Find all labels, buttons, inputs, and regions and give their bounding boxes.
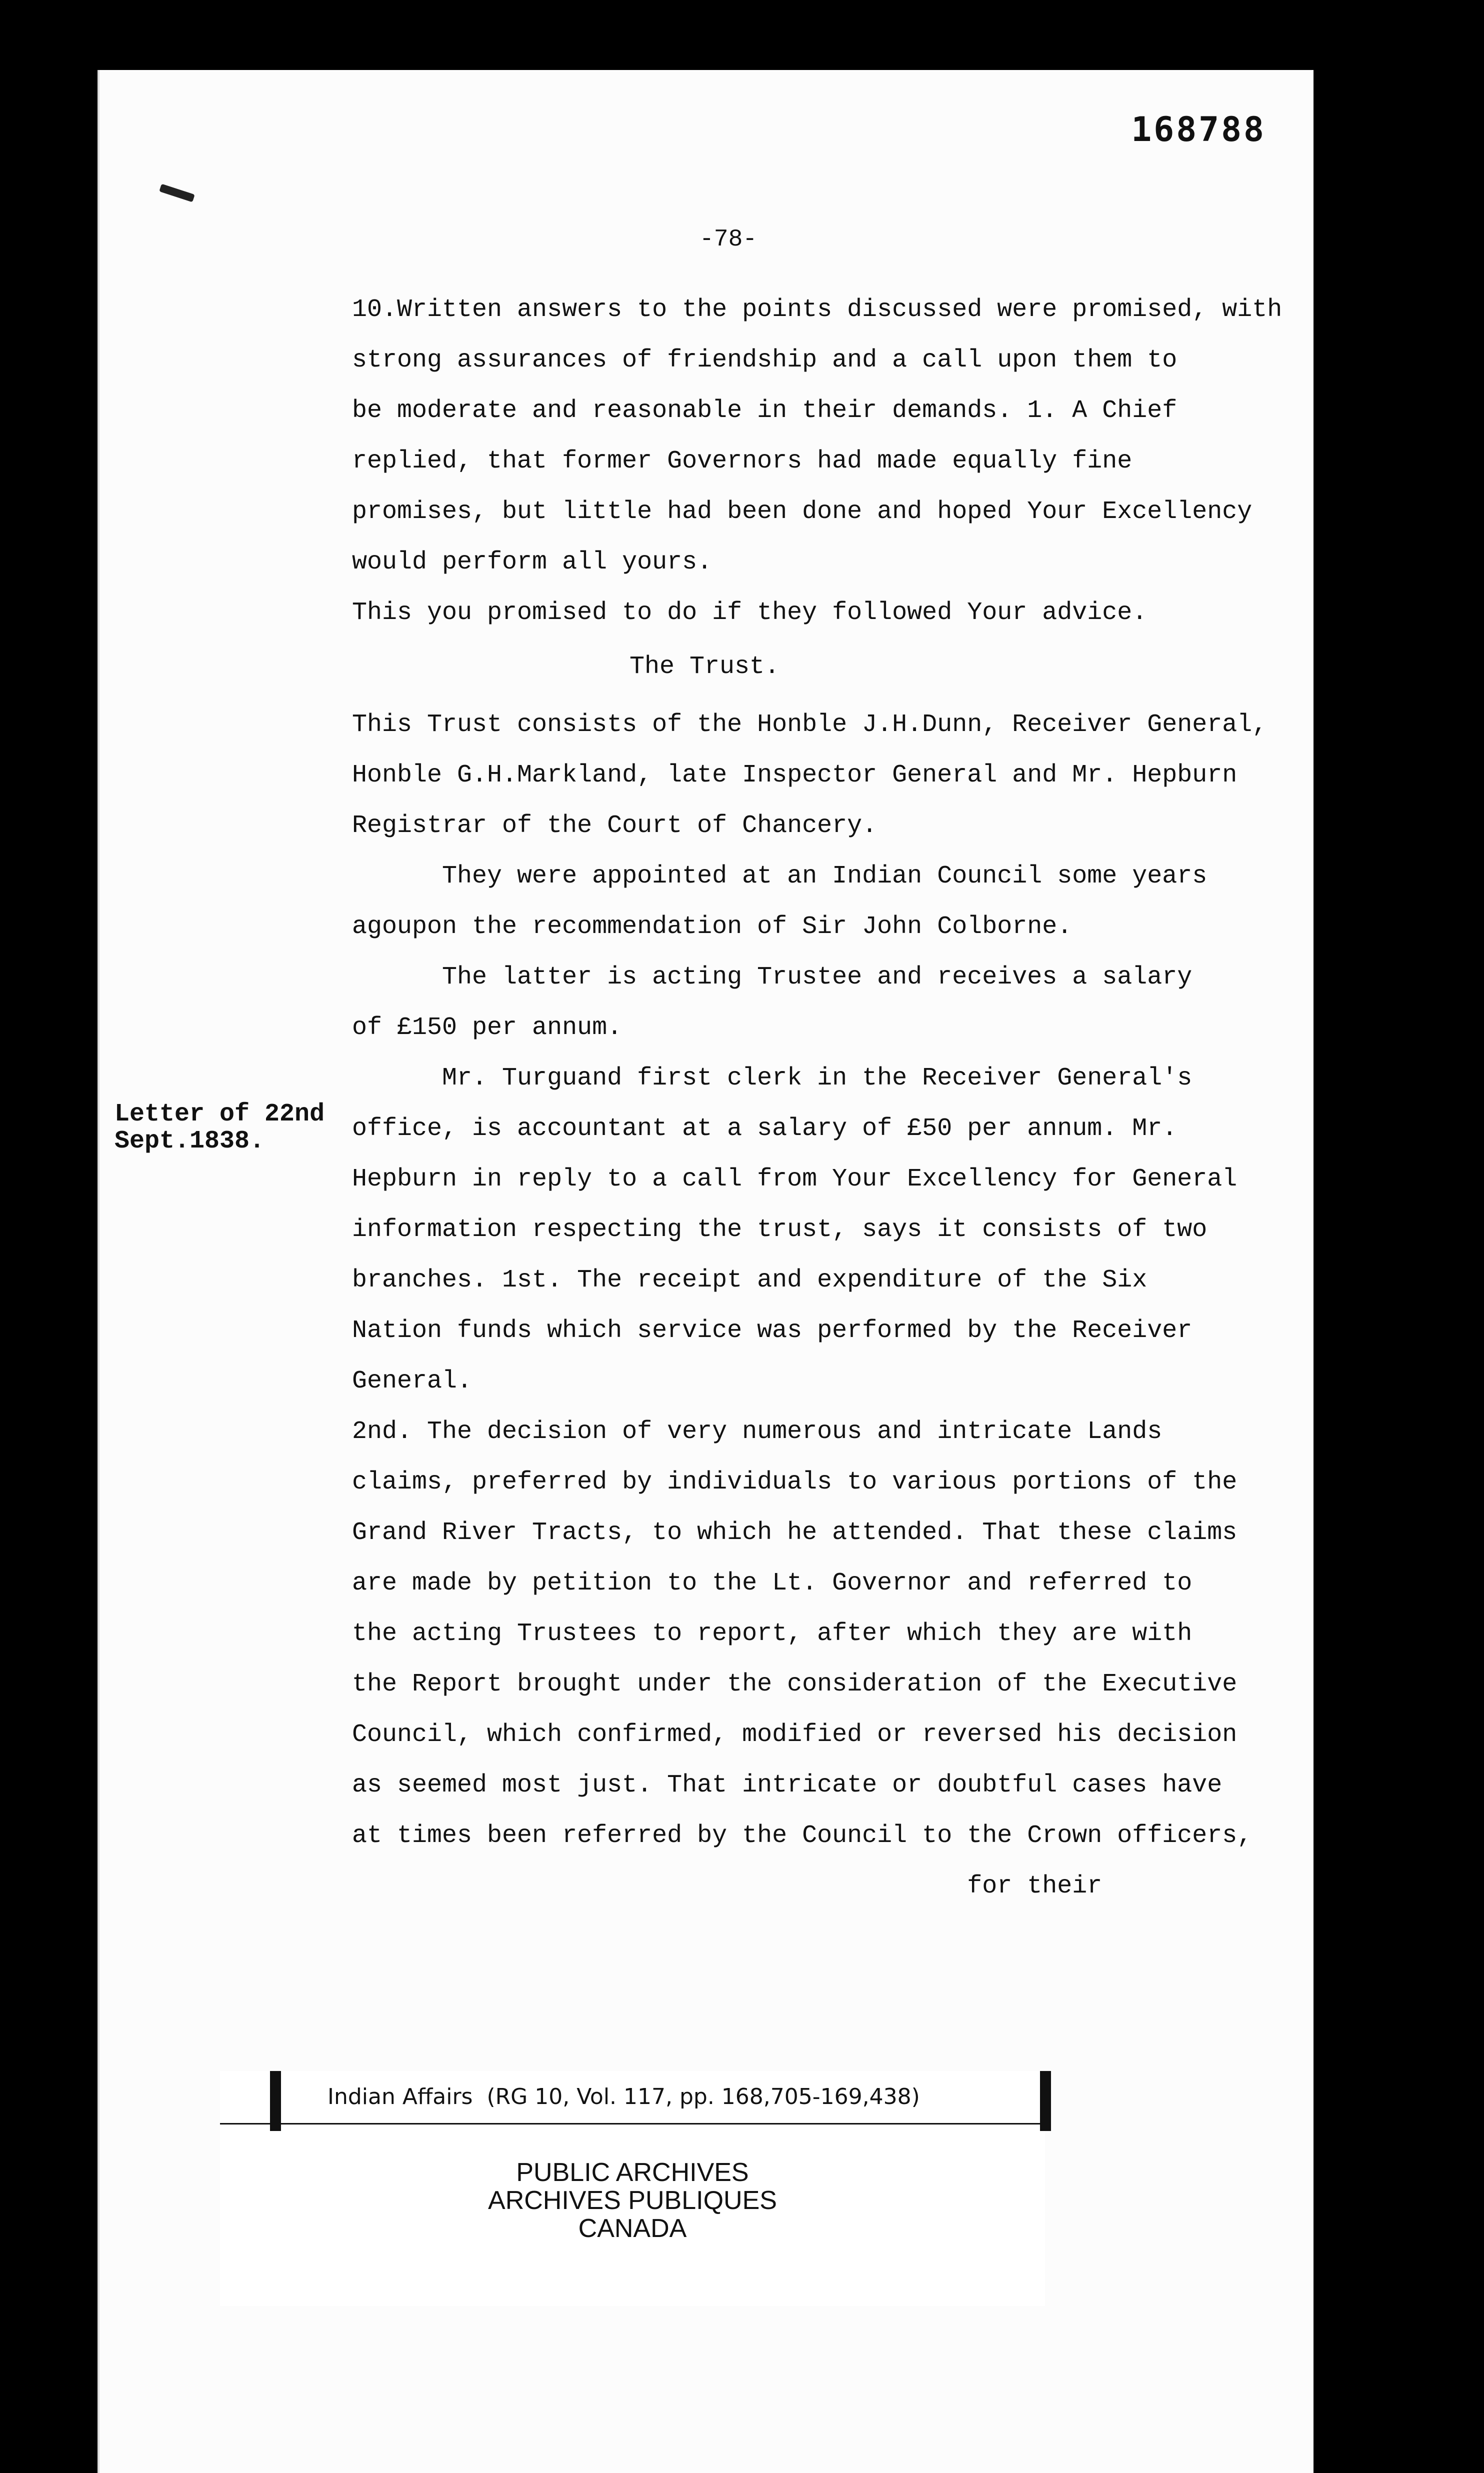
text-line: be moderate and reasonable in their demands. 1. A Chief (352, 396, 1178, 425)
text-line: This Trust consists of the Honble J.H.Dunn, Receiver General, (352, 710, 1268, 739)
text-line: Grand River Tracts, to which he attended. That these claims (352, 1518, 1238, 1547)
section-heading: The Trust. (630, 652, 780, 681)
text-line: 10.Written answers to the points discussed were promised, with (352, 296, 1282, 324)
text-line: information respecting the trust, says it consists of two (352, 1216, 1208, 1244)
text-line: Council, which confirmed, modified or reversed his decision (352, 1720, 1238, 1749)
text-line: at times been referred by the Council to the Crown officers, (352, 1822, 1252, 1850)
text-line: office, is accountant at a salary of £50 per annum. Mr. (352, 1114, 1178, 1143)
archive-label (220, 2071, 1045, 2306)
text-line: strong assurances of friendship and a call upon them to (352, 346, 1178, 374)
text-line: They were appointed at an Indian Council some years (352, 862, 1208, 890)
text-line: for their (352, 1872, 1102, 1900)
text-line: as seemed most just. That intricate or doubtful cases have (352, 1771, 1222, 1800)
page-number: -78- (700, 226, 758, 253)
pen-mark (159, 184, 195, 202)
text-line: 2nd. The decision of very numerous and intricate Lands (352, 1418, 1162, 1446)
margin-note: Letter of 22nd Sept.1838. (114, 1100, 325, 1156)
text-line: Registrar of the Court of Chancery. (352, 812, 878, 840)
text-line: of £150 per annum. (352, 1014, 622, 1042)
archive-line-3: CANADA (578, 2214, 687, 2243)
text-line: The latter is acting Trustee and receives a salary (352, 963, 1192, 992)
archive-line-2: ARCHIVES PUBLIQUES (488, 2186, 777, 2215)
text-line: the acting Trustees to report, after which they are with (352, 1620, 1192, 1648)
text-line: branches. 1st. The receipt and expenditure of the Six (352, 1266, 1148, 1294)
text-line: This you promised to do if they followed Your advice. (352, 598, 1148, 627)
document-number: 168788 (1131, 110, 1266, 150)
text-line: claims, preferred by individuals to various portions of the (352, 1468, 1238, 1496)
text-line: replied, that former Governors had made equally fine (352, 447, 1132, 476)
text-line: Honble G.H.Markland, late Inspector General and Mr. Hepburn (352, 761, 1238, 790)
text-line: the Report brought under the consideration of the Executive (352, 1670, 1238, 1698)
text-line: General. (352, 1367, 472, 1396)
archive-reference: Indian Affairs (RG 10, Vol. 117, pp. 168,705-169,438) (328, 2084, 920, 2110)
text-line: promises, but little had been done and hoped Your Excellency (352, 498, 1252, 526)
text-line: agoupon the recommendation of Sir John Colborne. (352, 912, 1072, 941)
archive-name (220, 2158, 1045, 2242)
text-line: would perform all yours. (352, 548, 712, 576)
label-reference-strip (220, 2071, 1045, 2124)
text-line: Mr. Turguand first clerk in the Receiver General's (352, 1064, 1192, 1092)
text-line: Hepburn in reply to a call from Your Excellency for General (352, 1165, 1238, 1194)
text-line: are made by petition to the Lt. Governor and referred to (352, 1569, 1192, 1598)
archive-line-1: PUBLIC ARCHIVES (516, 2158, 749, 2187)
text-line: Nation funds which service was performed by the Receiver (352, 1316, 1192, 1345)
